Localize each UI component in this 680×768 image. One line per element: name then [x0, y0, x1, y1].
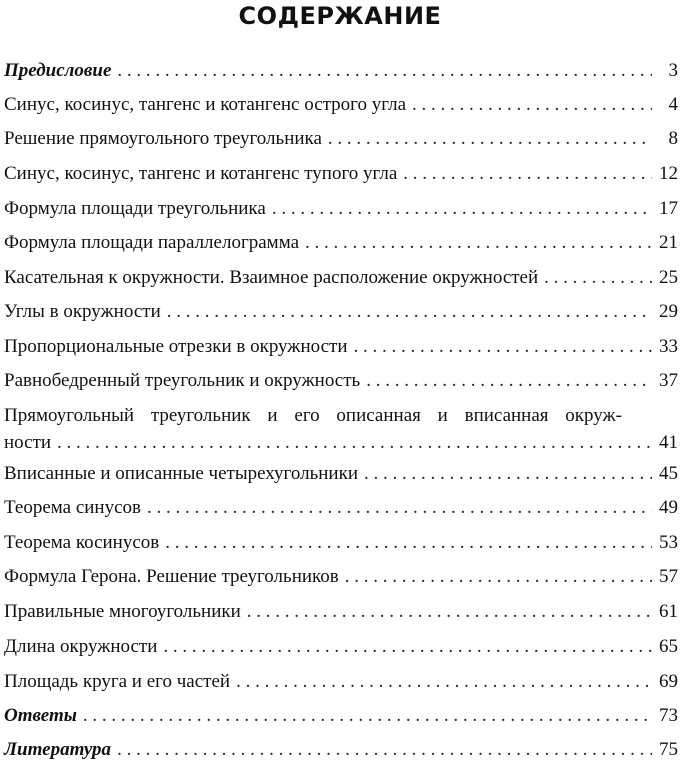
toc-entry[interactable]: [4, 596, 680, 628]
toc-page-number: 37: [659, 370, 678, 391]
toc-entry[interactable]: [4, 123, 680, 155]
toc-page-number: 41: [659, 432, 678, 453]
toc-page-number: 12: [659, 163, 678, 184]
toc-entry[interactable]: [4, 89, 680, 121]
dot-leader: [403, 158, 652, 190]
toc-entry-title: Синус, косинус, тангенс и котангенс тупого угла: [4, 163, 398, 184]
dot-leader: [328, 123, 652, 155]
page-title: СОДЕРЖАНИЕ: [238, 2, 442, 30]
toc-entry-title: Углы в окружности: [4, 301, 161, 322]
dot-leader: [353, 331, 652, 363]
toc-entry[interactable]: [4, 458, 680, 490]
toc-page-number: 65: [659, 636, 678, 657]
toc-page-number: 4: [668, 94, 678, 115]
toc-page-number: 75: [659, 739, 678, 760]
dot-leader: [366, 365, 652, 397]
dot-leader: [147, 492, 652, 524]
toc-entry-title: Вписанные и описанные четырехугольники: [4, 463, 358, 484]
toc-page-number: 73: [659, 705, 678, 726]
toc-entry-literature[interactable]: [4, 734, 680, 766]
toc-page-number: 29: [659, 301, 678, 322]
toc-entry-title: Формула площади треугольника: [4, 198, 266, 219]
toc-entry[interactable]: [4, 631, 680, 663]
toc-entry[interactable]: [4, 158, 680, 190]
dot-leader: [272, 193, 652, 225]
toc-entry-title: Теорема косинусов: [4, 532, 160, 553]
toc-entry[interactable]: [4, 262, 680, 294]
dot-leader: [236, 666, 652, 698]
dot-leader: [165, 527, 652, 559]
dot-leader: [167, 296, 652, 328]
toc-entry-title: Ответы: [4, 705, 77, 726]
dot-leader: [345, 561, 652, 593]
toc-entry[interactable]: [4, 666, 680, 698]
toc-entry-title: Формула площади параллелограмма: [4, 232, 300, 253]
dot-leader: [364, 458, 652, 490]
toc-entry[interactable]: [4, 527, 680, 559]
toc-page-number: 8: [668, 128, 678, 149]
toc-entry-title: Решение прямоугольного треугольника: [4, 128, 322, 149]
toc-entry[interactable]: [4, 227, 680, 259]
dot-leader: [544, 262, 652, 294]
dot-leader: [412, 89, 652, 121]
toc-page-number: 25: [659, 267, 678, 288]
toc-page-number: 61: [659, 601, 678, 622]
toc-page-number: 49: [659, 497, 678, 518]
toc-entry-title: Предисловие: [4, 60, 112, 81]
dot-leader: [83, 700, 652, 732]
dot-leader: [117, 55, 652, 87]
toc-entry-preface[interactable]: [4, 55, 680, 87]
toc-entry[interactable]: [4, 193, 680, 225]
toc-entry-answers[interactable]: [4, 700, 680, 732]
toc-entry-title: Пропорциональные отрезки в окружности: [4, 336, 348, 357]
toc-page-number: 45: [659, 463, 678, 484]
toc-entry-title: Площадь круга и его частей: [4, 671, 231, 692]
toc-entry[interactable]: [4, 561, 680, 593]
toc-page-number: 21: [659, 232, 678, 253]
toc-entry[interactable]: [4, 331, 680, 363]
toc-entry-title: Равнобедренный треугольник и окружность: [4, 370, 361, 391]
dot-leader: [117, 734, 652, 766]
toc-entry[interactable]: [4, 365, 680, 397]
dot-leader: [163, 631, 652, 663]
toc-page-number: 53: [659, 532, 678, 553]
toc-entry-title: Правильные многоугольники: [4, 601, 241, 622]
toc-page-number: 3: [668, 60, 678, 81]
toc-entry-two-line[interactable]: [4, 400, 680, 459]
toc-entry-title: Литература: [4, 739, 112, 760]
toc-entry-title: Формула Герона. Решение треугольников: [4, 566, 339, 587]
toc-entry-title: ности: [4, 432, 52, 453]
toc-entry-title-line1: Прямоугольный треугольник и его описанная и вписанная окруж-: [4, 405, 622, 426]
dot-leader: [305, 227, 652, 259]
toc-page-number: 69: [659, 671, 678, 692]
dot-leader: [57, 427, 652, 459]
toc-page-number: 33: [659, 336, 678, 357]
toc-entry-title: Касательная к окружности. Взаимное расположение окружностей: [4, 267, 539, 288]
toc-entry[interactable]: [4, 492, 680, 524]
toc-entry[interactable]: [4, 296, 680, 328]
toc-entry-title: Длина окружности: [4, 636, 158, 657]
toc-entry-title: Синус, косинус, тангенс и котангенс острого угла: [4, 94, 406, 115]
toc-entry-title: Теорема синусов: [4, 497, 141, 518]
dot-leader: [247, 596, 652, 628]
toc-page-number: 17: [659, 198, 678, 219]
toc-page-number: 57: [659, 566, 678, 587]
